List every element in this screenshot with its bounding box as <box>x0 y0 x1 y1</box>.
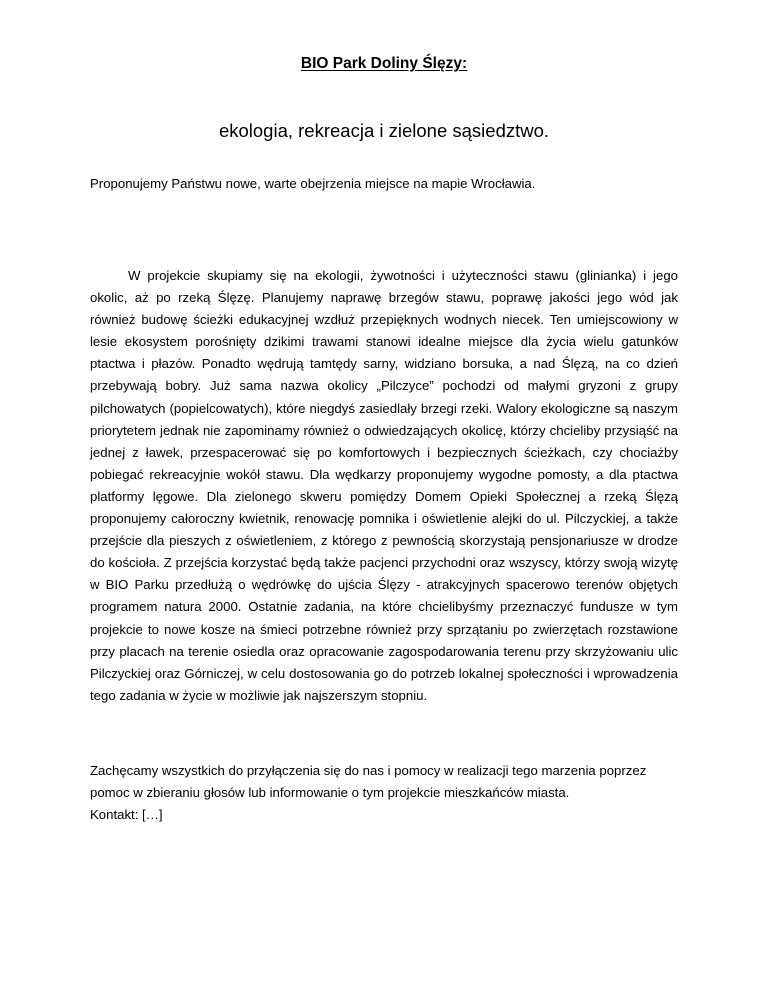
document-subtitle: ekologia, rekreacja i zielone sąsiedztwo. <box>218 120 550 141</box>
document-title: BIO Park Doliny Ślęzy: <box>300 55 468 72</box>
contact-line: Kontakt: […] <box>90 807 163 822</box>
intro-paragraph: Proponujemy Państwu nowe, warte obejrzenia miejsce na mapie Wrocławia. <box>90 176 536 191</box>
closing-paragraph: Zachęcamy wszystkich do przyłączenia się do nas i pomocy w realizacji tego marzenia poprzez pomoc w zbieraniu głosów lub informowanie o tym projekcie mieszkańców miasta. <box>90 763 647 800</box>
body-paragraph: W projekcie skupiamy się na ekologii, żywotności i użyteczności stawu (glinianka) i jego okolic, aż po rzeką Ślęzę. Planujemy naprawę brzegów stawu, poprawę jakości jego wód jak również budowę ścieżki edukacyjnej wzdłuż przepięknych wodnych niecek. Ten umiejscowiony w lesie ekosystem porośnięty dzikimi trawami stanowi idealne miejsce dla życia wielu gatunków ptactwa i płazów. Ponadto wędrują tamtędy sarny, widziano borsuka, a nad Ślęzą, na co dzień przebywają bobry. Już sama nazwa okolicy „Pilczyce” pochodzi od małymi gryzoni z grupy pilchowatych (popielcowatych), które niegdyś zasiedlały brzegi rzeki. Walory ekologiczne są naszym priorytetem jednak nie zapominamy również o odwiedzających okolicę, którzy chcieliby przysiąść na jednej z ławek, przespacerować się po komfortowych i bezpiecznych ścieżkach, czy chociażby pobiegać rekreacyjnie wokół stawu. Dla wędkarzy proponujemy wygodne pomosty, a dla ptactwa platformy lęgowe. Dla zielonego skweru pomiędzy Domem Opieki Społecznej a rzeką Ślęzą proponujemy całoroczny kwietnik, renowację pomnika i oświetlenie alejki do ul. Pilczyckiej, a także przejście dla pieszych z oświetleniem, z którego z pewnością skorzystają pensjonariusze w drodze do kościoła. Z przejścia korzystać będą także pacjenci przychodni oraz wszyscy, którzy swoją wizytę w BIO Parku przedłużą o wędrówkę do ujścia Ślęzy - atrakcyjnych spacerowo terenów objętych programem natura 2000. Ostatnie zadania, na które chcielibyśmy przeznaczyć fundusze w tym projekcie to nowe kosze na śmieci potrzebne również przy sprzątaniu po zwierzętach rozstawione przy placach na terenie osiedla oraz opracowanie zagospodarowania terenu przy skrzyżowaniu ulic Pilczyckiej oraz Górniczej, w celu dostosowania go do potrzeb lokalnej społeczności i wprowadzenia tego zadania w życie w możliwie jak najszerszym stopniu. <box>90 268 678 703</box>
